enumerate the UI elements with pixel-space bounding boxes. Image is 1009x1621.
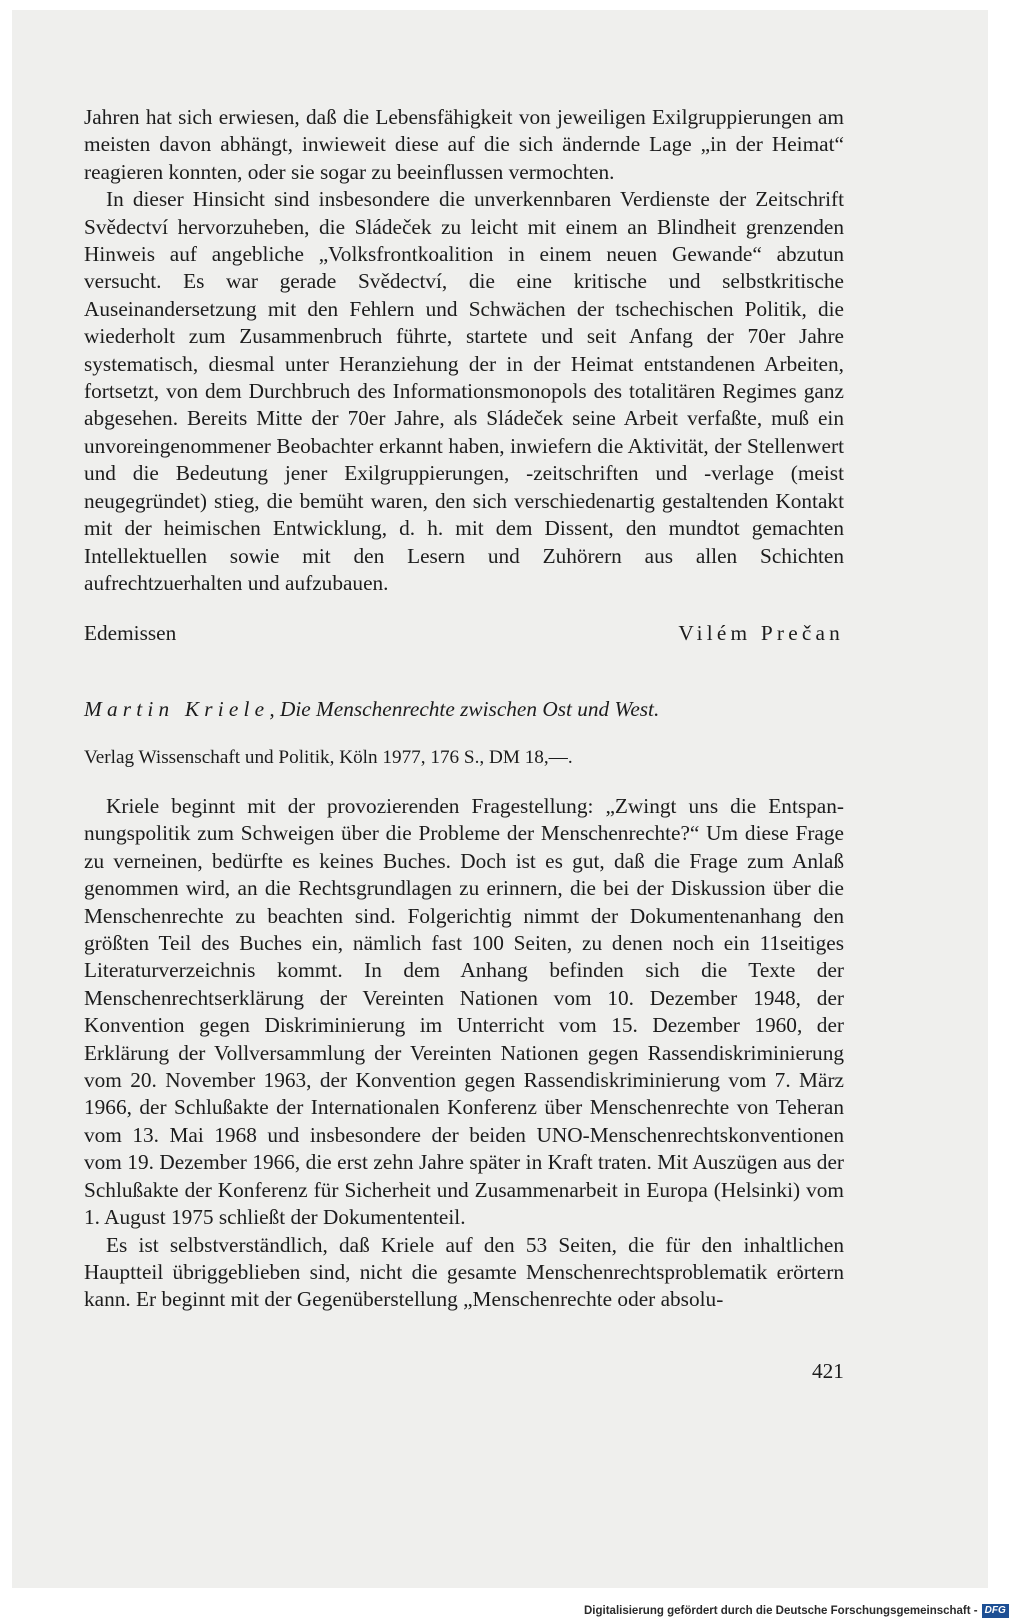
signature-author: Vilém Prečan — [678, 621, 844, 645]
paragraph: Es ist selbstverständlich, daß Kriele auf den 53 Seiten, die für den inhaltlichen Hauptteil übriggeblieben sind, nicht die gesamte Menschenrechtsproblematik erörtern kann. Er beginnt mit der Gegenüberstellung „Menschenrechte oder absolu- — [84, 1232, 844, 1312]
paragraph: Kriele beginnt mit der provozierenden Fragestellung: „Zwingt uns die Entspannungspolitik zum Schweigen über die Probleme der Menschenrechte?“ Um diese Frage zu verneinen, bedürfte es keines Buches. Doch ist es gut, daß die Frage zum Anlaß genommen wird, an die Rechtsgrundlagen zu erinnern, die bei der Diskussion über die Menschenrechte zu beachten sind. Folgerichtig nimmt der Dokumentenanhang den größten Teil des Buches ein, nämlich fast 100 Seiten, zu denen noch ein 11seitiges Literaturverzeichnis kommt. In dem Anhang befinden sich die Texte der Menschenrechtserklärung der Vereinten Nationen vom 10. Dezember 1948, der Konvention gegen Diskriminierung im Unterricht vom 15. Dezember 1960, der Erklärung der Vollversammlung der Vereinten Nationen gegen Rassendiskriminierung vom 20. November 1963, der Konvention gegen Rassendiskriminierung vom 7. März 1966, der Schlußakte der Internationalen Konferenz über Menschenrechte von Teheran vom 13. Mai 1968 und insbesondere der beiden UNO-Menschenrechtskonventionen vom 19. Dezember 1966, die erst zehn Jahre später in Kraft traten. Mit Auszügen aus der Schlußakte der Konferenz für Sicherheit und Zusammenarbeit in Europa (Helsinki) vom 1. August 1975 schließt der Dokumententeil. — [84, 794, 844, 1230]
dfg-logo: DFG — [982, 1604, 1009, 1618]
review-heading — [84, 697, 844, 722]
review-signature — [84, 621, 844, 651]
review-book-author: Martin Kriele — [84, 697, 270, 721]
signature-place: Edemissen — [84, 621, 177, 645]
page-number: 421 — [812, 1359, 844, 1383]
paragraph: Jahren hat sich erwiesen, daß die Lebensfähigkeit von jeweiligen Exilgruppierungen am meisten davon abhängt, inwieweit diese auf die sich ändernde Lage „in der Heimat“ reagieren konnten, oder sie sogar zu beeinflussen vermochten. — [84, 105, 844, 184]
review-body-text — [84, 793, 844, 1314]
continued-review-text — [84, 104, 844, 597]
footer-text: Digitalisierung gefördert durch die Deutsche Forschungsgemeinschaft - — [584, 1605, 978, 1617]
review-book-title: , Die Menschenrechte zwischen Ost und West. — [269, 697, 660, 721]
review-publication-info: Verlag Wissenschaft und Politik, Köln 1977, 176 S., DM 18,—. — [84, 747, 573, 768]
paragraph: In dieser Hinsicht sind insbesondere die unverkennbaren Verdienste der Zeitschrift Svědectví hervorzuheben, die Sládeček zu leicht mit einem an Blindheit grenzenden Hinweis auf angebliche „Volksfrontkoalition in einem neuen Gewande“ abzutun versucht. Es war gerade Svědectví, die eine kritische und selbstkritische Auseinandersetzung mit den Fehlern und Schwächen der tschechischen Politik, die wiederholt zum Zusammenbruch führte, startete und seit Anfang der 70er Jahre systematisch, diesmal unter Heranziehung der in der Heimat entstandenen Arbeiten, fortsetzt, von dem Durchbruch des Informationsmonopols des totalitären Regimes ganz abgesehen. Bereits Mitte der 70er Jahre, als Sládeček seine Arbeit verfaßte, muß ein unvoreingenommener Beobachter erkannt haben, inwiefern die Aktivität, der Stellenwert und die Bedeutung jener Exilgruppierungen, -zeitschriften und -verlage (meist neugegründet) stieg, die bemüht waren, den sich verschiedenartig gestaltenden Kontakt mit der heimischen Entwicklung, d. h. mit dem Dissent, den mundtot gemachten Intellektuellen sowie mit den Lesern und Zuhörern aus allen Schichten aufrechtzuerhalten und aufzubauen. — [84, 187, 844, 595]
digitization-footer — [584, 1603, 1009, 1619]
